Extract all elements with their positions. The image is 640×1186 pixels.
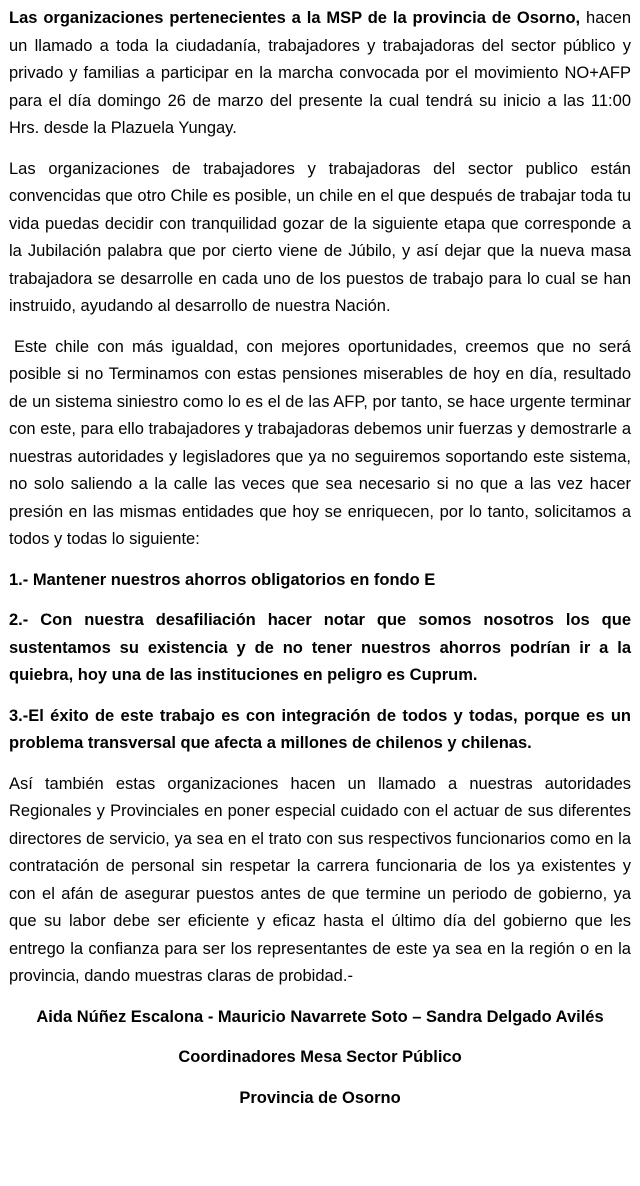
intro-body-text: hacen un llamado a toda la ciudadanía, trabajadores y trabajadoras del sector público y privado y familias a participar en la marcha convocada por el movimiento NO+AFP para el día domingo 26 de marzo del presente la cual tendrá su inicio a las 11:00 Hrs. desde la Plazuela Yungay. — [9, 9, 631, 137]
demand-item-3: 3.-El éxito de este trabajo es con integración de todos y todas, porque es un problema transversal que afecta a millones de chilenos y chilenas. — [9, 706, 631, 752]
demand-item-2: 2.- Con nuestra desafiliación hacer notar que somos nosotros los que sustentamos su existencia y de no tener nuestros ahorros podrían ir a la quiebra, hoy una de las instituciones en peligro es Cuprum. — [9, 611, 631, 684]
paragraph-intro — [9, 5, 631, 143]
document-page — [9, 5, 631, 1112]
paragraph-autoridades: Así también estas organizaciones hacen un llamado a nuestras autoridades Regionales y Provinciales en poner especial cuidado con el actuar de sus diferentes directores de servicio, ya sea en el trato con sus respectivos funcionarios como en la contratación de personal sin respetar la carrera funcionaria de los ya existentes y con el afán de asegurar puestos antes de que termine un periodo de gobierno, ya que su labor debe ser eficiente y eficaz hasta el último día del gobierno que les entrego la confianza para ser los representantes de este ya sea en la región o en la provincia, dando muestras claras de probidad.- — [9, 774, 631, 985]
paragraph-otro-chile: Las organizaciones de trabajadores y trabajadoras del sector publico están convencidas que otro Chile es posible, un chile en el que después de trabajar toda tu vida puedas decidir con tranquilidad gozar de la siguiente etapa que corresponde a la Jubilación palabra que por cierto viene de Júbilo, y así dejar que la nueva masa trabajadora se desarrolle en cada uno de los puestos de trabajo para lo cual se han instruido, ayudando al desarrollo de nuestra Nación. — [9, 159, 631, 315]
signature-place: Provincia de Osorno — [239, 1088, 401, 1107]
signature-role: Coordinadores Mesa Sector Público — [178, 1048, 462, 1066]
demand-item-1: 1.- Mantener nuestros ahorros obligatorios en fondo E — [9, 570, 436, 589]
paragraph-igualdad: Este chile con más igualdad, con mejores oportunidades, creemos que no será posible si no Terminamos con estas pensiones miserables de hoy en día, resultado de un sistema siniestro como lo es el de las AFP, por tanto, se hace urgente terminar con este, para ello trabajadores y trabajadoras debemos unir fuerzas y demostrarle a nuestras autoridades y legisladores que ya no seguiremos soportando este sistema, no solo saliendo a la calle las veces que sea necesario si no que a las vez hacer presión en las mismas entidades que hoy se enriquecen, por lo tanto, solicitamos a todos y todas lo siguiente: — [9, 337, 631, 548]
intro-lead-bold: Las organizaciones pertenecientes a la MSP de la provincia de Osorno, — [9, 9, 581, 27]
signature-names: Aida Núñez Escalona - Mauricio Navarrete Soto – Sandra Delgado Avilés — [36, 1007, 604, 1026]
